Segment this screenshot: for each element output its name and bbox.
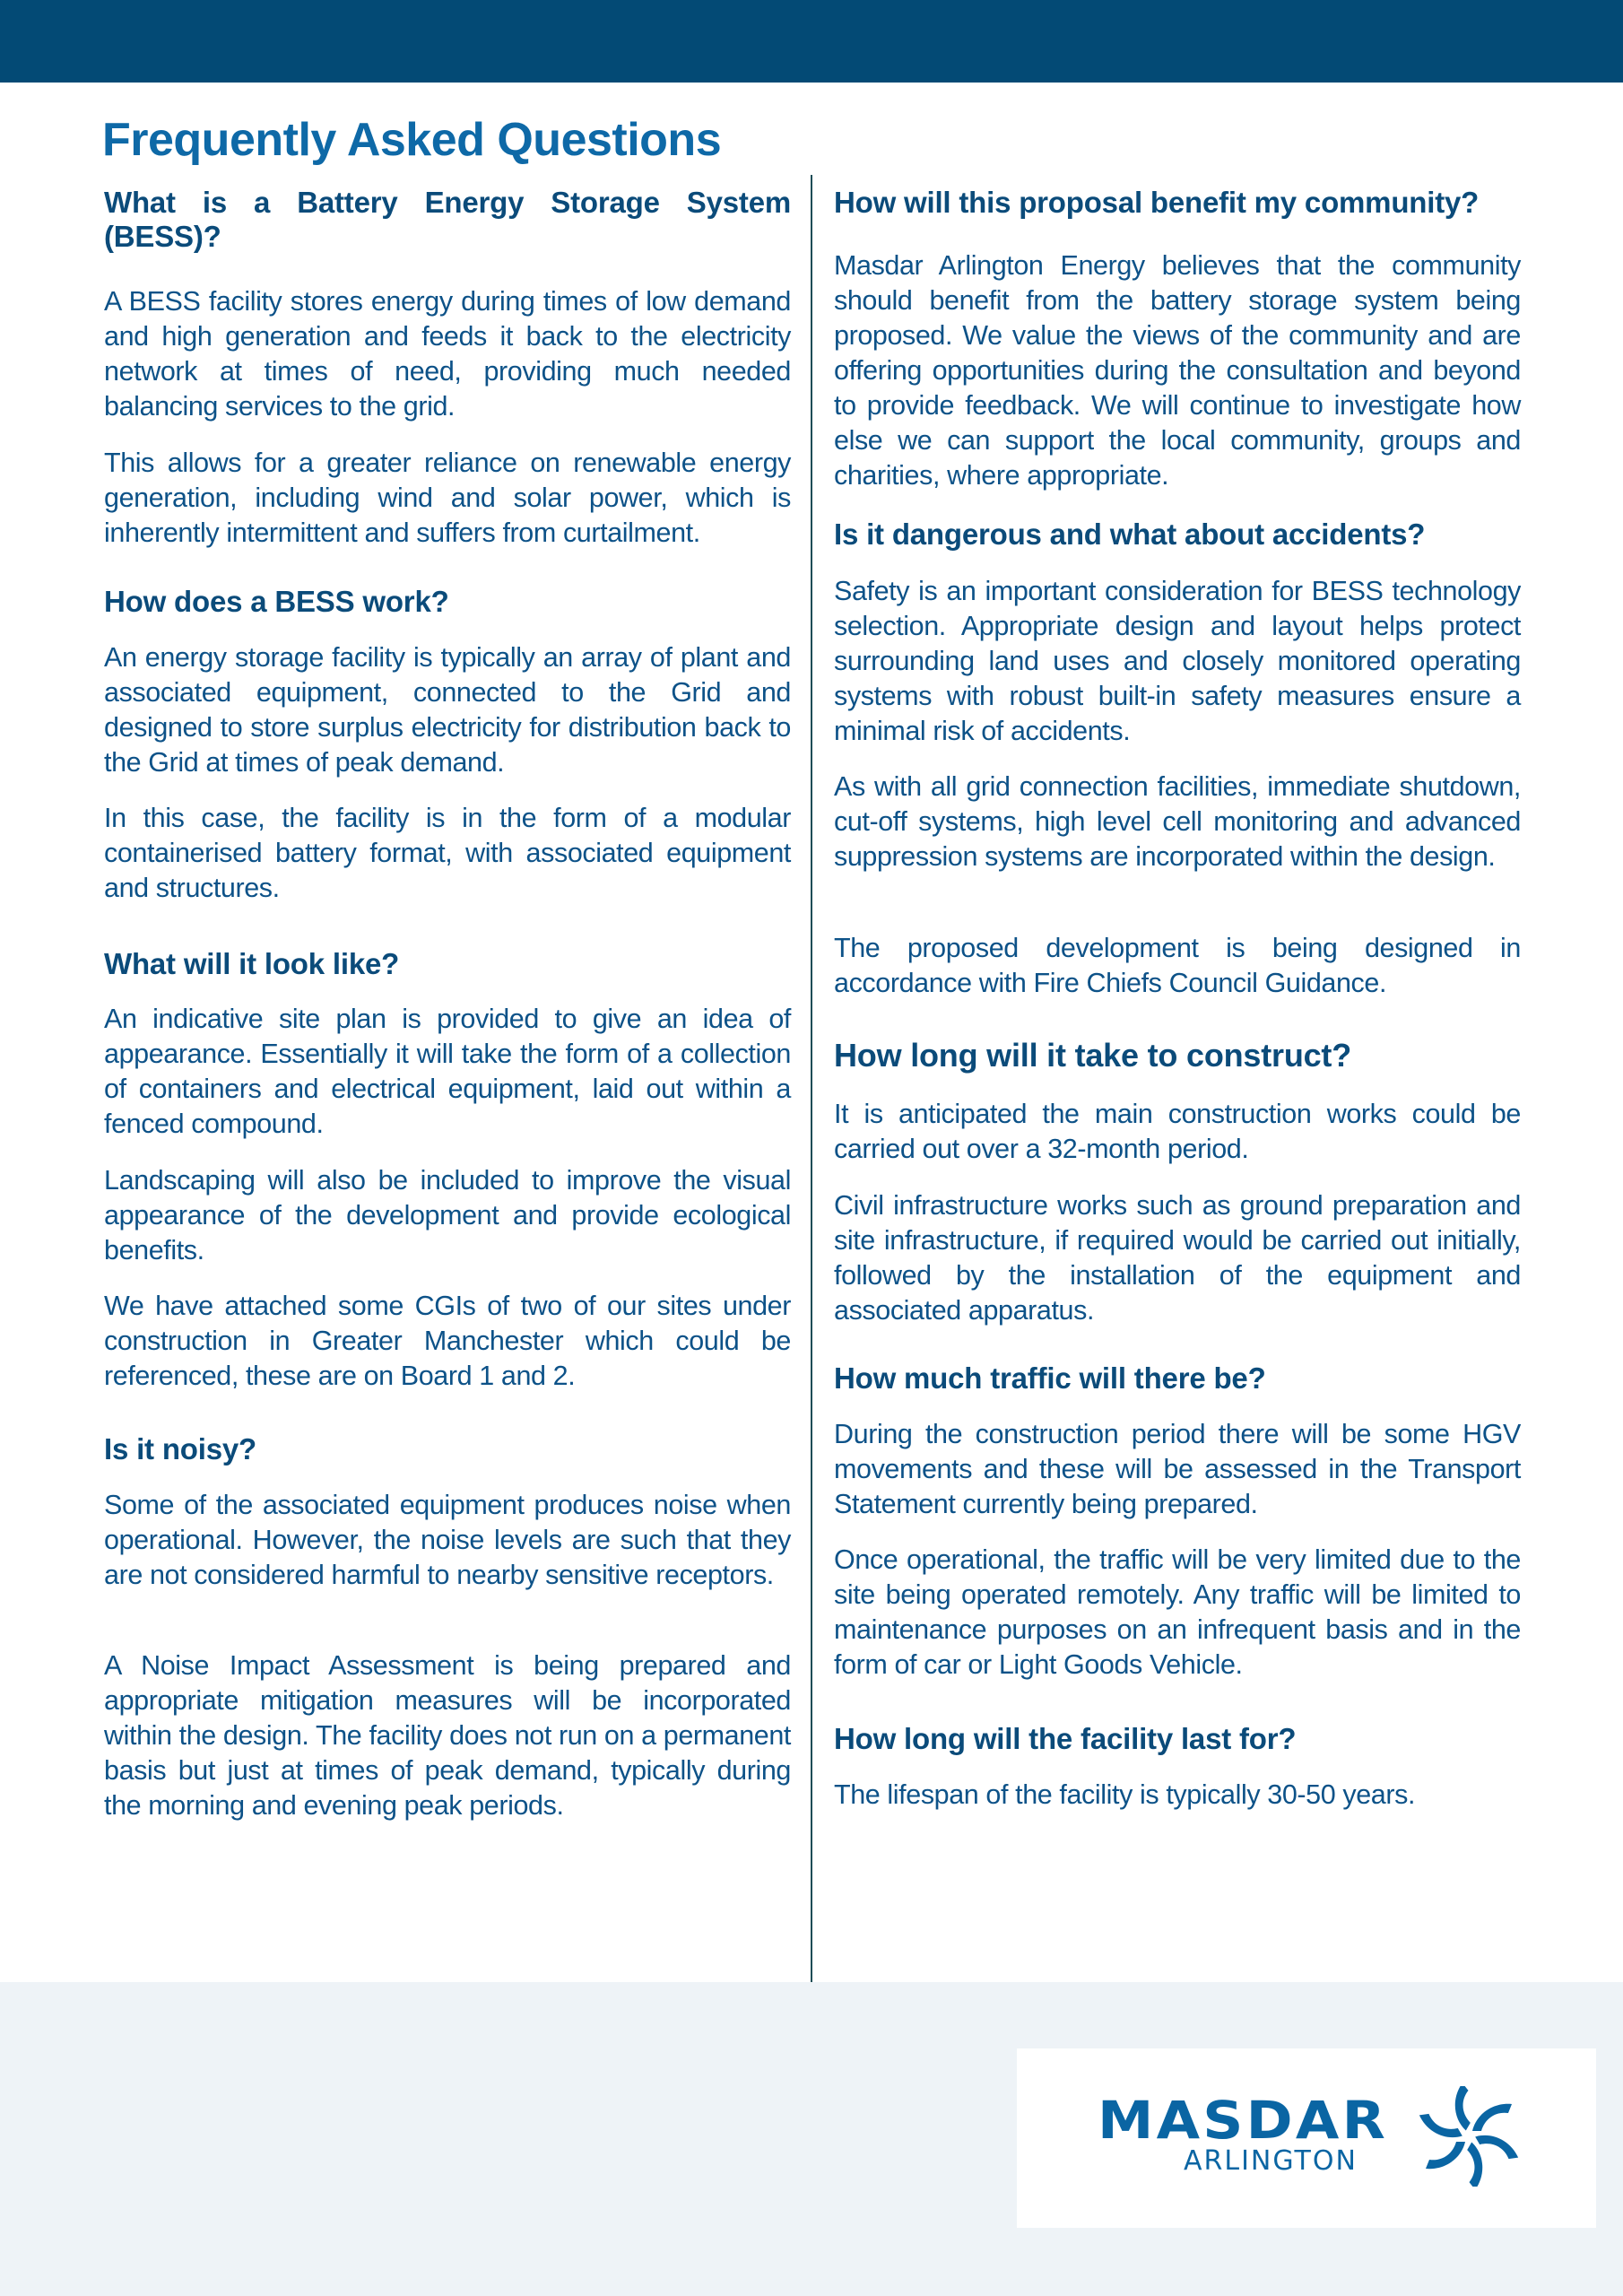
faq-answer-block [834, 1778, 1521, 1813]
faq-answer: Masdar Arlington Energy believes that the community should benefit from the battery storage system being proposed. We value the views of the community and are offering opportunities during the consultation and beyond to provide feedback. We will continue to investigate how else we can support the local community, groups and charities, where appropriate. [834, 250, 1521, 491]
faq-question: How does a BESS work? [104, 585, 449, 618]
faq-answer: A BESS facility stores energy during times of low demand and high generation and feeds it back to the electricity network at times of need, providing much needed balancing services to the grid. [104, 286, 791, 422]
faq-answer: We have attached some CGIs of two of our sites under construction in Greater Manchester which could be referenced, these are on Board 1 and 2. [104, 1291, 791, 1391]
faq-answer-block [104, 801, 791, 906]
faq-answer: Once operational, the traffic will be very limited due to the site being operated remotely. Any traffic will be limited to maintenance purposes on an infrequent basis and in the form of car or Light Goods Vehicle. [834, 1544, 1521, 1680]
faq-answer: It is anticipated the main construction works could be carried out over a 32-month period. [834, 1099, 1521, 1164]
faq-answer-block [834, 1417, 1521, 1522]
faq-answer-block [834, 1188, 1521, 1328]
faq-item-construct-duration [834, 1038, 1521, 1074]
faq-answer: Civil infrastructure works such as ground preparation and site infrastructure, if required would be carried out initially, followed by the installation of the equipment and associated apparatus. [834, 1190, 1521, 1326]
faq-item-traffic [834, 1361, 1521, 1396]
faq-answer-block [104, 640, 791, 780]
faq-answer: In this case, the facility is in the form of a modular containerised battery format, with associated equipment and structures. [104, 803, 791, 903]
faq-question: Is it noisy? [104, 1432, 256, 1465]
faq-item-noisy [104, 1432, 791, 1466]
faq-answer-block [104, 446, 791, 551]
faq-item-community-benefit [834, 186, 1521, 220]
swirl-icon [1419, 2086, 1519, 2187]
faq-answer-block [104, 1289, 791, 1394]
faq-question: How long will the facility last for? [834, 1722, 1297, 1755]
faq-question: How long will it take to construct? [834, 1037, 1352, 1074]
faq-answer-block [104, 1002, 791, 1142]
column-divider [811, 175, 812, 1982]
faq-answer-block [104, 1648, 791, 1823]
faq-answer: An indicative site plan is provided to give an idea of appearance. Essentially it will take the form of a collection of containers and electrical equipment, laid out within a fenced compound. [104, 1004, 791, 1139]
faq-item-dangerous [834, 517, 1521, 552]
faq-question: Is it dangerous and what about accidents? [834, 517, 1426, 551]
faq-answer: As with all grid connection facilities, immediate shutdown, cut-off systems, high level cell monitoring and advanced suppression systems are incorporated within the design. [834, 771, 1521, 872]
faq-answer: This allows for a greater reliance on renewable energy generation, including wind and solar power, which is inherently intermittent and suffers from curtailment. [104, 448, 791, 548]
logo-subtitle: ARLINGTON [1184, 2145, 1358, 2177]
faq-answer-block [834, 931, 1521, 1001]
faq-answer: The proposed development is being designed in accordance with Fire Chiefs Council Guidance. [834, 933, 1521, 998]
faq-answer-block [834, 248, 1521, 493]
faq-question: How will this proposal benefit my community? [834, 186, 1480, 219]
faq-question: What will it look like? [104, 947, 400, 980]
header-band [0, 0, 1623, 83]
faq-answer-block [834, 574, 1521, 749]
faq-question: What is a Battery Energy Storage System (BESS)? [104, 186, 791, 253]
faq-answer-block [104, 1163, 791, 1268]
faq-answer: A Noise Impact Assessment is being prepared and appropriate mitigation measures will be incorporated within the design. The facility does not run on a permanent basis but just at times of peak demand, typically during the morning and evening peak periods. [104, 1650, 791, 1821]
faq-answer-block [834, 1097, 1521, 1167]
faq-answer-block [834, 770, 1521, 874]
faq-answer: During the construction period there will be some HGV movements and these will be assessed in the Transport Statement currently being prepared. [834, 1419, 1521, 1519]
faq-answer: An energy storage facility is typically an array of plant and associated equipment, connected to the Grid and designed to store surplus electricity for distribution back to the Grid at times of peak demand. [104, 642, 791, 778]
faq-question: How much traffic will there be? [834, 1361, 1266, 1395]
faq-answer: Safety is an important consideration for BESS technology selection. Appropriate design and layout helps protect surrounding land uses and closely monitored operating systems with robust built-in safety measures ensure a minimal risk of accidents. [834, 576, 1521, 746]
faq-answer: The lifespan of the facility is typically 30-50 years. [834, 1779, 1416, 1810]
faq-answer-block [104, 1488, 791, 1593]
logo-wordmark: MASDAR [1098, 2090, 1389, 2151]
faq-answer-block [834, 1543, 1521, 1683]
page-title: Frequently Asked Questions [102, 114, 722, 166]
faq-item-what-is-bess [104, 186, 791, 254]
faq-item-look-like [104, 947, 791, 981]
faq-item-how-bess-works [104, 585, 791, 619]
faq-answer: Landscaping will also be included to improve the visual appearance of the development and provide ecological benefits. [104, 1165, 791, 1265]
faq-item-lifespan [834, 1722, 1521, 1756]
company-logo [1017, 2048, 1596, 2228]
faq-answer: Some of the associated equipment produces noise when operational. However, the noise levels are such that they are not considered harmful to nearby sensitive receptors. [104, 1490, 791, 1590]
faq-answer-block [104, 284, 791, 424]
